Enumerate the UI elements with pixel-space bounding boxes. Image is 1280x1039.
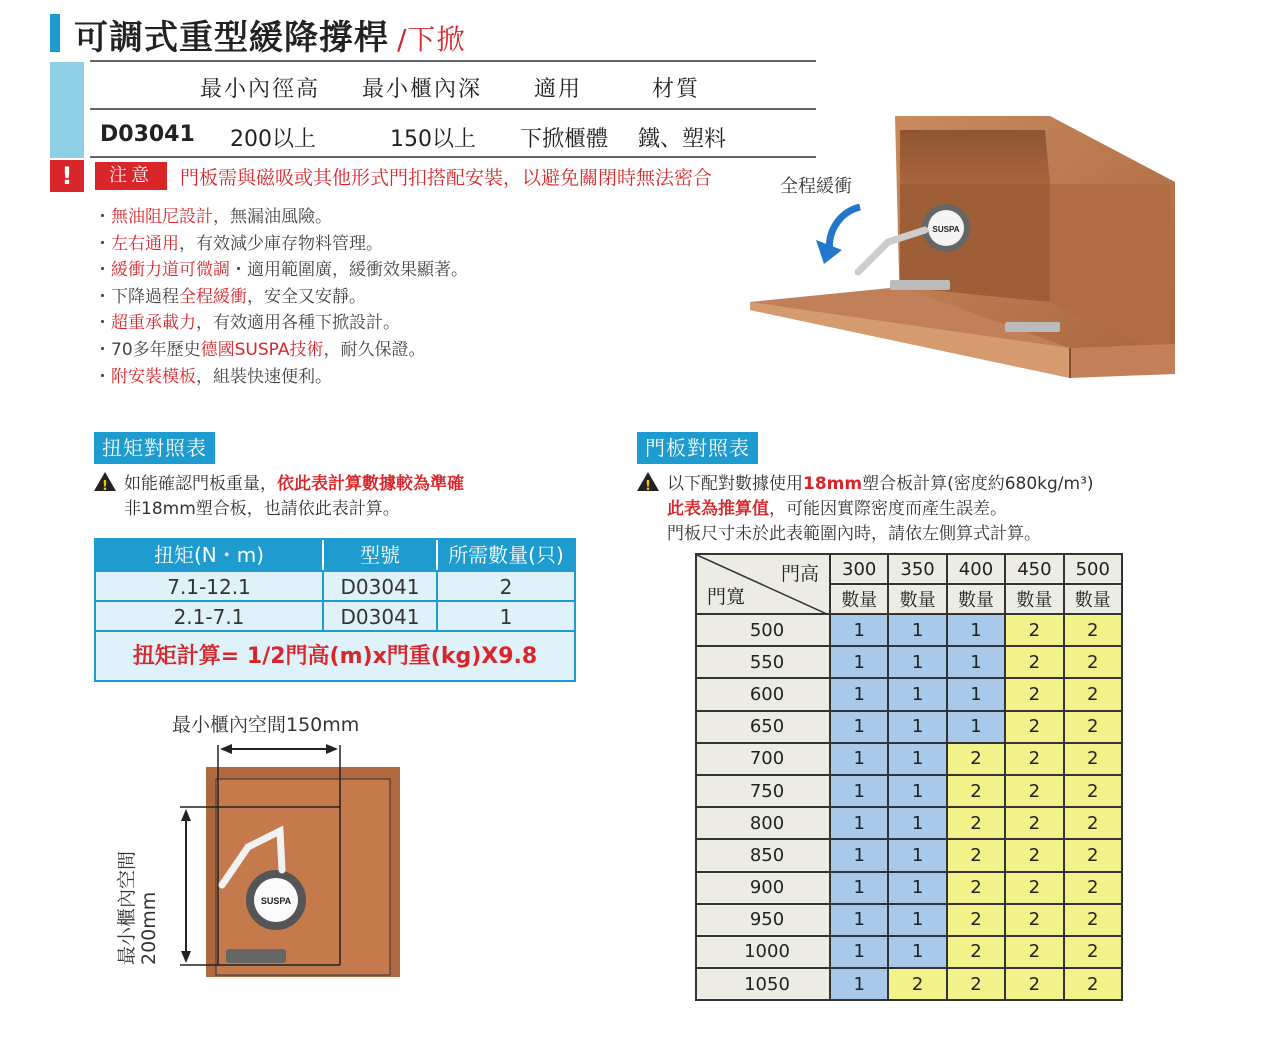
table-row (696, 904, 1122, 936)
notice-tag: 注意 (95, 162, 167, 190)
qty-cell: 2 (1064, 904, 1122, 936)
qty-cell: 2 (1064, 614, 1122, 646)
torque-table-header (96, 540, 574, 570)
bullet: ・ (94, 233, 111, 254)
width-header: 500 (696, 614, 830, 646)
torque-range: 2.1-7.1 (96, 602, 324, 630)
torque-formula: 扭矩計算= 1/2門高(m)x門重(kg)X9.8 (96, 630, 574, 680)
torque-table (94, 538, 576, 682)
qty-cell: 2 (1064, 711, 1122, 743)
qty-cell: 2 (947, 968, 1005, 1000)
qty-cell: 2 (947, 904, 1005, 936)
spec-header-application: 適用 (534, 77, 583, 102)
svg-text:SUSPA: SUSPA (932, 225, 960, 234)
feature-item: ・下降過程全程緩衝，安全又安靜。 (94, 286, 366, 307)
qty-cell: 2 (1005, 807, 1063, 839)
door-table (695, 553, 1123, 1001)
feature-list (94, 204, 468, 390)
spec-data-row (0, 122, 820, 152)
spec-divider-bottom (90, 156, 816, 158)
qty-cell: 2 (1005, 711, 1063, 743)
qty-cell: 2 (888, 968, 946, 1000)
qty-cell: 1 (888, 678, 946, 710)
qty-cell: 2 (1005, 904, 1063, 936)
diagram-side-label-1: 最小櫃內空間 (116, 850, 138, 965)
qty-cell: 2 (1064, 968, 1122, 1000)
qty-cell: 2 (1064, 807, 1122, 839)
spec-divider-mid (90, 108, 816, 110)
qty-cell: 2 (1005, 743, 1063, 775)
qty-cell: 2 (1064, 646, 1122, 678)
bullet: ・ (94, 313, 111, 334)
qty-header: 數量 (830, 584, 888, 614)
qty-cell: 2 (1005, 872, 1063, 904)
qty-cell: 1 (947, 678, 1005, 710)
width-header: 950 (696, 904, 830, 936)
table-row (696, 678, 1122, 710)
spec-min-depth: 150以上 (390, 127, 476, 152)
width-header: 800 (696, 807, 830, 839)
qty-header: 數量 (1005, 584, 1063, 614)
bullet: ・ (94, 207, 111, 227)
bullet: ・ (94, 286, 111, 307)
door-section-title: 門板對照表 (637, 432, 758, 464)
qty-cell: 2 (1064, 743, 1122, 775)
title-accent-bar (50, 14, 60, 52)
door-table-corner (696, 554, 830, 614)
spec-header-height: 最小內徑高 (200, 77, 321, 102)
qty-cell: 2 (1005, 678, 1063, 710)
feature-item: ・無油阻尼設計，無漏油風險。 (94, 207, 332, 227)
torque-qty: 2 (499, 575, 513, 599)
spec-header-material: 材質 (652, 77, 701, 102)
qty-cell: 1 (888, 936, 946, 968)
diagram-top-label: 最小櫃內空間150mm (172, 714, 360, 736)
door-note-2: 此表為推算值，可能因實際密度而產生誤差。 (667, 499, 1007, 519)
qty-cell: 1 (947, 711, 1005, 743)
feature-item: ・附安裝模板，組裝快速便利。 (94, 366, 332, 387)
feature-item: ・左右通用，有效減少庫存物料管理。 (94, 233, 383, 254)
height-header: 500 (1064, 554, 1122, 584)
torque-range: 7.1-12.1 (96, 572, 324, 600)
qty-cell: 1 (888, 614, 946, 646)
qty-cell: 1 (830, 678, 888, 710)
table-row (696, 807, 1122, 839)
qty-cell: 2 (947, 872, 1005, 904)
cabinet-illustration (750, 112, 1230, 382)
qty-cell: 2 (1005, 936, 1063, 968)
qty-cell: 1 (888, 711, 946, 743)
qty-cell: 1 (830, 646, 888, 678)
table-row (696, 743, 1122, 775)
notice-text: 門板需與磁吸或其他形式門扣搭配安裝，以避免關閉時無法密合 (180, 167, 713, 189)
feature-item: ・超重承載力，有效適用各種下掀設計。 (94, 313, 400, 334)
qty-cell: 1 (830, 711, 888, 743)
torque-header-model: 型號 (324, 540, 438, 570)
qty-cell: 2 (1005, 775, 1063, 807)
qty-cell: 1 (830, 968, 888, 1000)
width-header: 650 (696, 711, 830, 743)
qty-cell: 1 (830, 775, 888, 807)
qty-cell: 1 (830, 807, 888, 839)
width-header: 750 (696, 775, 830, 807)
qty-cell: 2 (947, 775, 1005, 807)
cabinet-drawing (750, 112, 1230, 382)
spec-divider-top (90, 60, 816, 62)
qty-cell: 1 (888, 807, 946, 839)
qty-cell: 2 (1005, 614, 1063, 646)
title-main: 可調式重型緩降撐桿 (74, 18, 389, 58)
width-header: 850 (696, 839, 830, 871)
qty-cell: 2 (947, 936, 1005, 968)
width-header: 600 (696, 678, 830, 710)
qty-header: 數量 (1064, 584, 1122, 614)
table-row (696, 872, 1122, 904)
qty-cell: 2 (1064, 775, 1122, 807)
qty-cell: 1 (888, 775, 946, 807)
height-header: 350 (888, 554, 946, 584)
torque-warning-2: 非18mm塑合板，也請依此表計算。 (124, 499, 400, 519)
qty-cell: 1 (888, 839, 946, 871)
qty-cell: 2 (947, 807, 1005, 839)
qty-cell: 2 (1064, 678, 1122, 710)
qty-cell: 2 (1005, 968, 1063, 1000)
page-title (74, 10, 465, 59)
qty-header: 數量 (947, 584, 1005, 614)
qty-cell: 1 (830, 936, 888, 968)
width-header: 1050 (696, 968, 830, 1000)
qty-cell: 2 (1005, 646, 1063, 678)
cabinet-inner-top (900, 130, 1050, 184)
spec-min-height: 200以上 (230, 127, 316, 152)
table-row (96, 600, 574, 630)
door-table-body (696, 614, 1122, 1000)
qty-cell: 2 (1064, 936, 1122, 968)
feature-item: ・緩衝力道可微調・適用範圍廣，緩衝效果顯著。 (94, 260, 468, 281)
qty-cell: 1 (830, 614, 888, 646)
table-row (696, 839, 1122, 871)
table-row (696, 775, 1122, 807)
title-sub: /下掀 (397, 23, 466, 56)
spec-material: 鐵、塑料 (638, 127, 727, 152)
qty-cell: 2 (1064, 872, 1122, 904)
width-header: 550 (696, 646, 830, 678)
table-row (696, 936, 1122, 968)
qty-cell: 1 (888, 872, 946, 904)
qty-cell: 2 (947, 839, 1005, 871)
qty-cell: 1 (830, 839, 888, 871)
qty-cell: 1 (830, 872, 888, 904)
full-buffer-label: 全程緩衝 (780, 176, 852, 197)
qty-cell: 1 (830, 904, 888, 936)
bullet: ・ (94, 339, 111, 360)
feature-item: ・70多年歷史德國SUSPA技術，耐久保證。 (94, 339, 426, 360)
spec-model: D03041 (100, 122, 195, 147)
torque-model: D03041 (324, 572, 438, 600)
qty-cell: 1 (888, 743, 946, 775)
bullet: ・ (94, 260, 111, 281)
qty-cell: 1 (947, 614, 1005, 646)
height-header: 400 (947, 554, 1005, 584)
door-note-1: !以下配對數據使用18mm塑合板計算(密度約680kg/m³) (637, 472, 1094, 496)
qty-cell: 2 (1005, 839, 1063, 871)
qty-cell: 2 (947, 743, 1005, 775)
spec-application: 下掀櫃體 (520, 127, 609, 152)
table-row (696, 614, 1122, 646)
table-row (96, 570, 574, 600)
qty-header: 數量 (888, 584, 946, 614)
bullet: ・ (94, 366, 111, 387)
spec-header-depth: 最小櫃內深 (362, 77, 483, 102)
height-header: 450 (1005, 554, 1063, 584)
corner-door-width: 門寬 (707, 586, 746, 608)
warning-mark: ! (50, 160, 84, 192)
warning-triangle-icon (637, 472, 659, 491)
table-row (696, 968, 1122, 1000)
torque-header-torque: 扭矩(N・m) (96, 540, 324, 570)
width-header: 700 (696, 743, 830, 775)
qty-cell: 1 (830, 743, 888, 775)
torque-section-title: 扭矩對照表 (94, 432, 215, 464)
arrow-shaft (830, 207, 860, 252)
door-note-3: 門板尺寸未於此表範圍內時，請依左側算式計算。 (667, 524, 1041, 544)
qty-cell: 1 (947, 646, 1005, 678)
torque-header-qty: 所需數量(只) (448, 543, 564, 567)
torque-model: D03041 (324, 602, 438, 630)
corner-door-height: 門高 (780, 563, 819, 585)
qty-cell: 2 (1064, 839, 1122, 871)
qty-cell: 1 (888, 904, 946, 936)
width-header: 900 (696, 872, 830, 904)
height-header: 300 (830, 554, 888, 584)
warning-triangle-icon (94, 472, 116, 491)
table-row (696, 711, 1122, 743)
svg-text:SUSPA: SUSPA (260, 896, 292, 906)
table-row (696, 646, 1122, 678)
torque-qty: 1 (499, 605, 513, 629)
torque-warning-1: !如能確認門板重量，依此表計算數據較為準確 (94, 472, 464, 496)
diagram-side-label-2: 200mm (138, 891, 160, 965)
qty-cell: 1 (888, 646, 946, 678)
width-header: 1000 (696, 936, 830, 968)
